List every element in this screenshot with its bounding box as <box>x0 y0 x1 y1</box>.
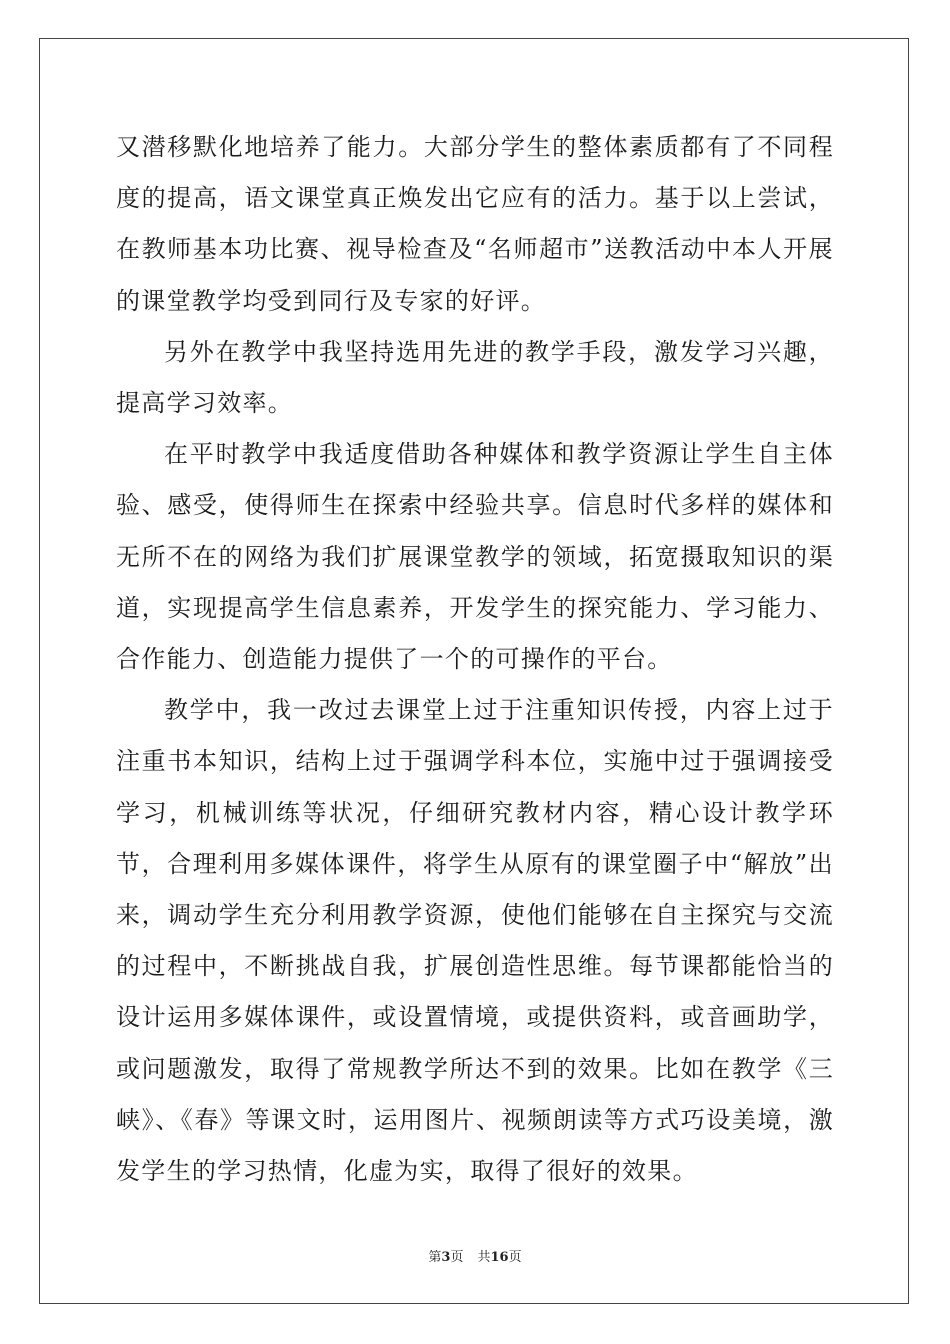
page-prefix: 第 <box>428 1250 442 1265</box>
page-suffix: 页 <box>450 1250 464 1265</box>
paragraph-4: 教学中，我一改过去课堂上过于注重知识传授，内容上过于注重书本知识，结构上过于强调学科本位，实施中过于强调接受学习，机械训练等状况，仔细研究教材内容，精心设计教学环节，合理利用多媒体课件，将学生从原有的课堂圈子中“解放”出来，调动学生充分利用教学资源，使他们能够在自主探究与交流的过程中，不断挑战自我，扩展创造性思维。每节课都能恰当的设计运用多媒体课件，或设置情境，或提供资料，或音画助学，或问题激发，取得了常规教学所达不到的效果。比如在教学《三峡》、《春》等课文时，运用图片、视频朗读等方式巧设美境，激发学生的学习热情，化虚为实，取得了很好的效果。 <box>116 696 834 1186</box>
current-page: 3 <box>441 1250 451 1265</box>
page-total <box>477 1250 521 1265</box>
page-number <box>428 1250 463 1265</box>
document-body <box>116 122 834 1197</box>
paragraph-3: 在平时教学中我适度借助各种媒体和教学资源让学生自主体验、感受，使得师生在探索中经验共享。信息时代多样的媒体和无所不在的网络为我们扩展课堂教学的领域，拓宽摄取知识的渠道，实现提高学生信息素养，开发学生的探究能力、学习能力、合作能力、创造能力提供了一个的可操作的平台。 <box>116 440 834 674</box>
total-suffix: 页 <box>508 1250 522 1265</box>
paragraph-2: 另外在教学中我坚持选用先进的教学手段，激发学习兴趣，提高学习效率。 <box>116 337 834 418</box>
page-footer <box>0 1246 950 1265</box>
total-prefix: 共 <box>477 1250 491 1265</box>
paragraph-1: 又潜移默化地培养了能力。大部分学生的整体素质都有了不同程度的提高，语文课堂真正焕发出它应有的活力。基于以上尝试，在教师基本功比赛、视导检查及“名师超市”送教活动中本人开展的课堂教学均受到同行及专家的好评。 <box>116 133 834 315</box>
total-pages: 16 <box>490 1250 509 1265</box>
